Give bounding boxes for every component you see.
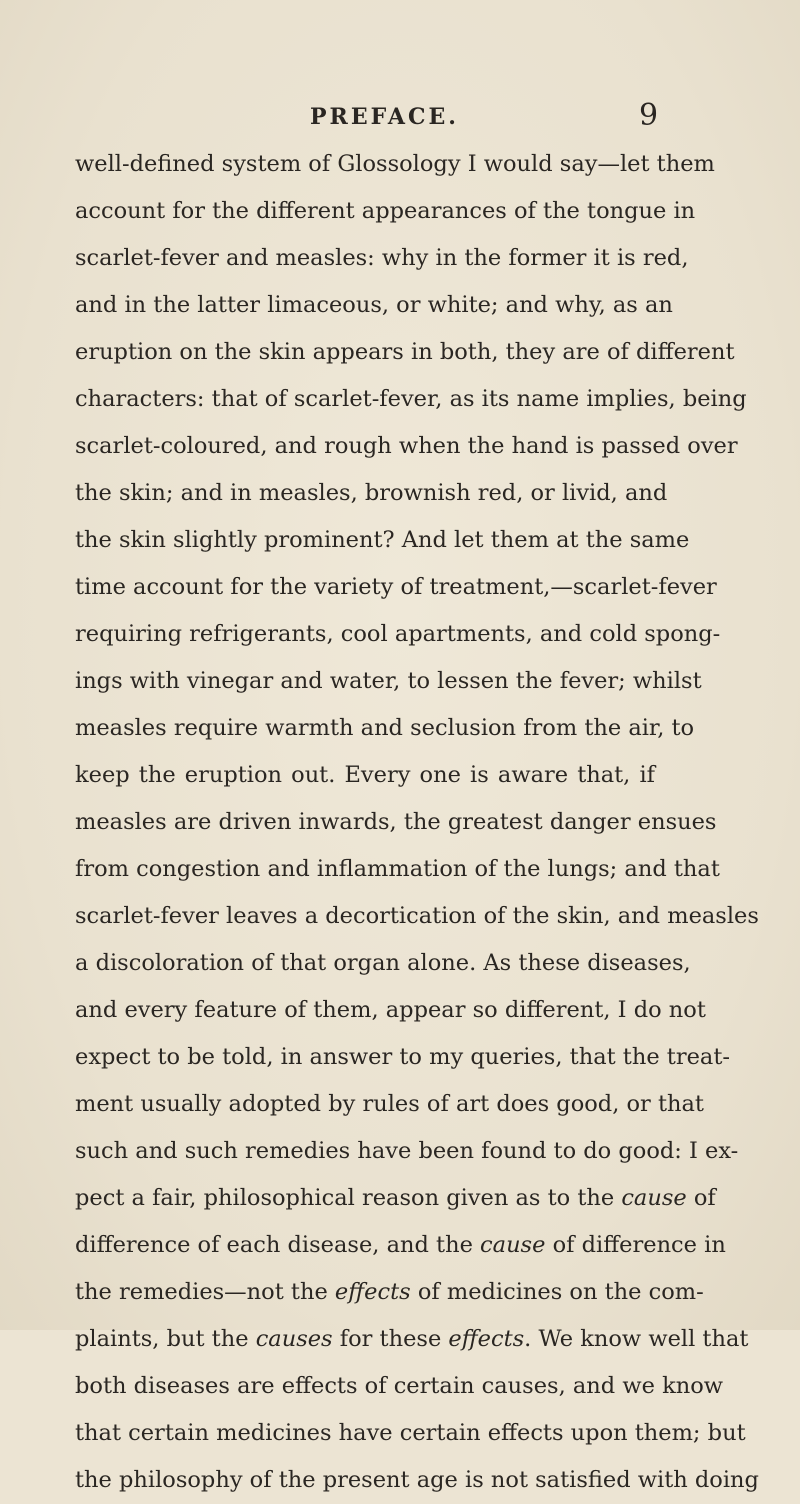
text-line: that certain medicines have certain effects upon them; but (75, 1420, 746, 1446)
text-line: the skin slightly prominent? And let them at the same (75, 527, 690, 553)
text-line: from congestion and inflammation of the lungs; and that (75, 856, 720, 882)
text-line: keep the eruption out. Every one is aware that, if (75, 762, 655, 788)
text-line: account for the different appearances of the tongue in (75, 198, 696, 224)
text-line: pect a fair, philosophical reason given as to the cause of (75, 1185, 716, 1211)
text-line: scarlet-fever and measles: why in the former it is red, (75, 245, 689, 271)
text-line: ment usually adopted by rules of art does good, or that (75, 1091, 704, 1117)
text-line: and in the latter limaceous, or white; and why, as an (75, 292, 673, 318)
text-line: both diseases are effects of certain causes, and we know (75, 1373, 723, 1399)
text-line: the philosophy of the present age is not satisfied with doing (75, 1467, 759, 1493)
text-line: expect to be told, in answer to my queries, that the treat- (75, 1044, 730, 1070)
text-line: plaints, but the causes for these effects. We know well that (75, 1326, 749, 1352)
text-line: the skin; and in measles, brownish red, or livid, and (75, 480, 668, 506)
text-line: well-defined system of Glossology I would say—let them (75, 151, 715, 177)
body-text (75, 141, 759, 1504)
text-line: scarlet-coloured, and rough when the hand is passed over (75, 433, 738, 459)
text-line: a discoloration of that organ alone. As these diseases, (75, 950, 691, 976)
text-line: difference of each disease, and the cause of difference in (75, 1232, 726, 1258)
text-line: scarlet-fever leaves a decortication of the skin, and measles (75, 903, 759, 929)
text-line: measles are driven inwards, the greatest danger ensues (75, 809, 717, 835)
text-line: such and such remedies have been found to do good: I ex- (75, 1138, 739, 1164)
text-line: requiring refrigerants, cool apartments, and cold spong- (75, 621, 721, 647)
text-line: the remedies—not the effects of medicines on the com- (75, 1279, 704, 1305)
text-line: ings with vinegar and water, to lessen the fever; whilst (75, 668, 702, 694)
text-line: time account for the variety of treatment,—scarlet-fever (75, 574, 717, 600)
running-title: PREFACE. (310, 104, 459, 130)
text-line: measles require warmth and seclusion from the air, to (75, 715, 695, 741)
page-number: 9 (639, 98, 659, 133)
text-line: characters: that of scarlet-fever, as its name implies, being (75, 386, 747, 412)
text-line: eruption on the skin appears in both, they are of different (75, 339, 735, 365)
text-line: and every feature of them, appear so different, I do not (75, 997, 706, 1023)
running-head (0, 100, 800, 136)
